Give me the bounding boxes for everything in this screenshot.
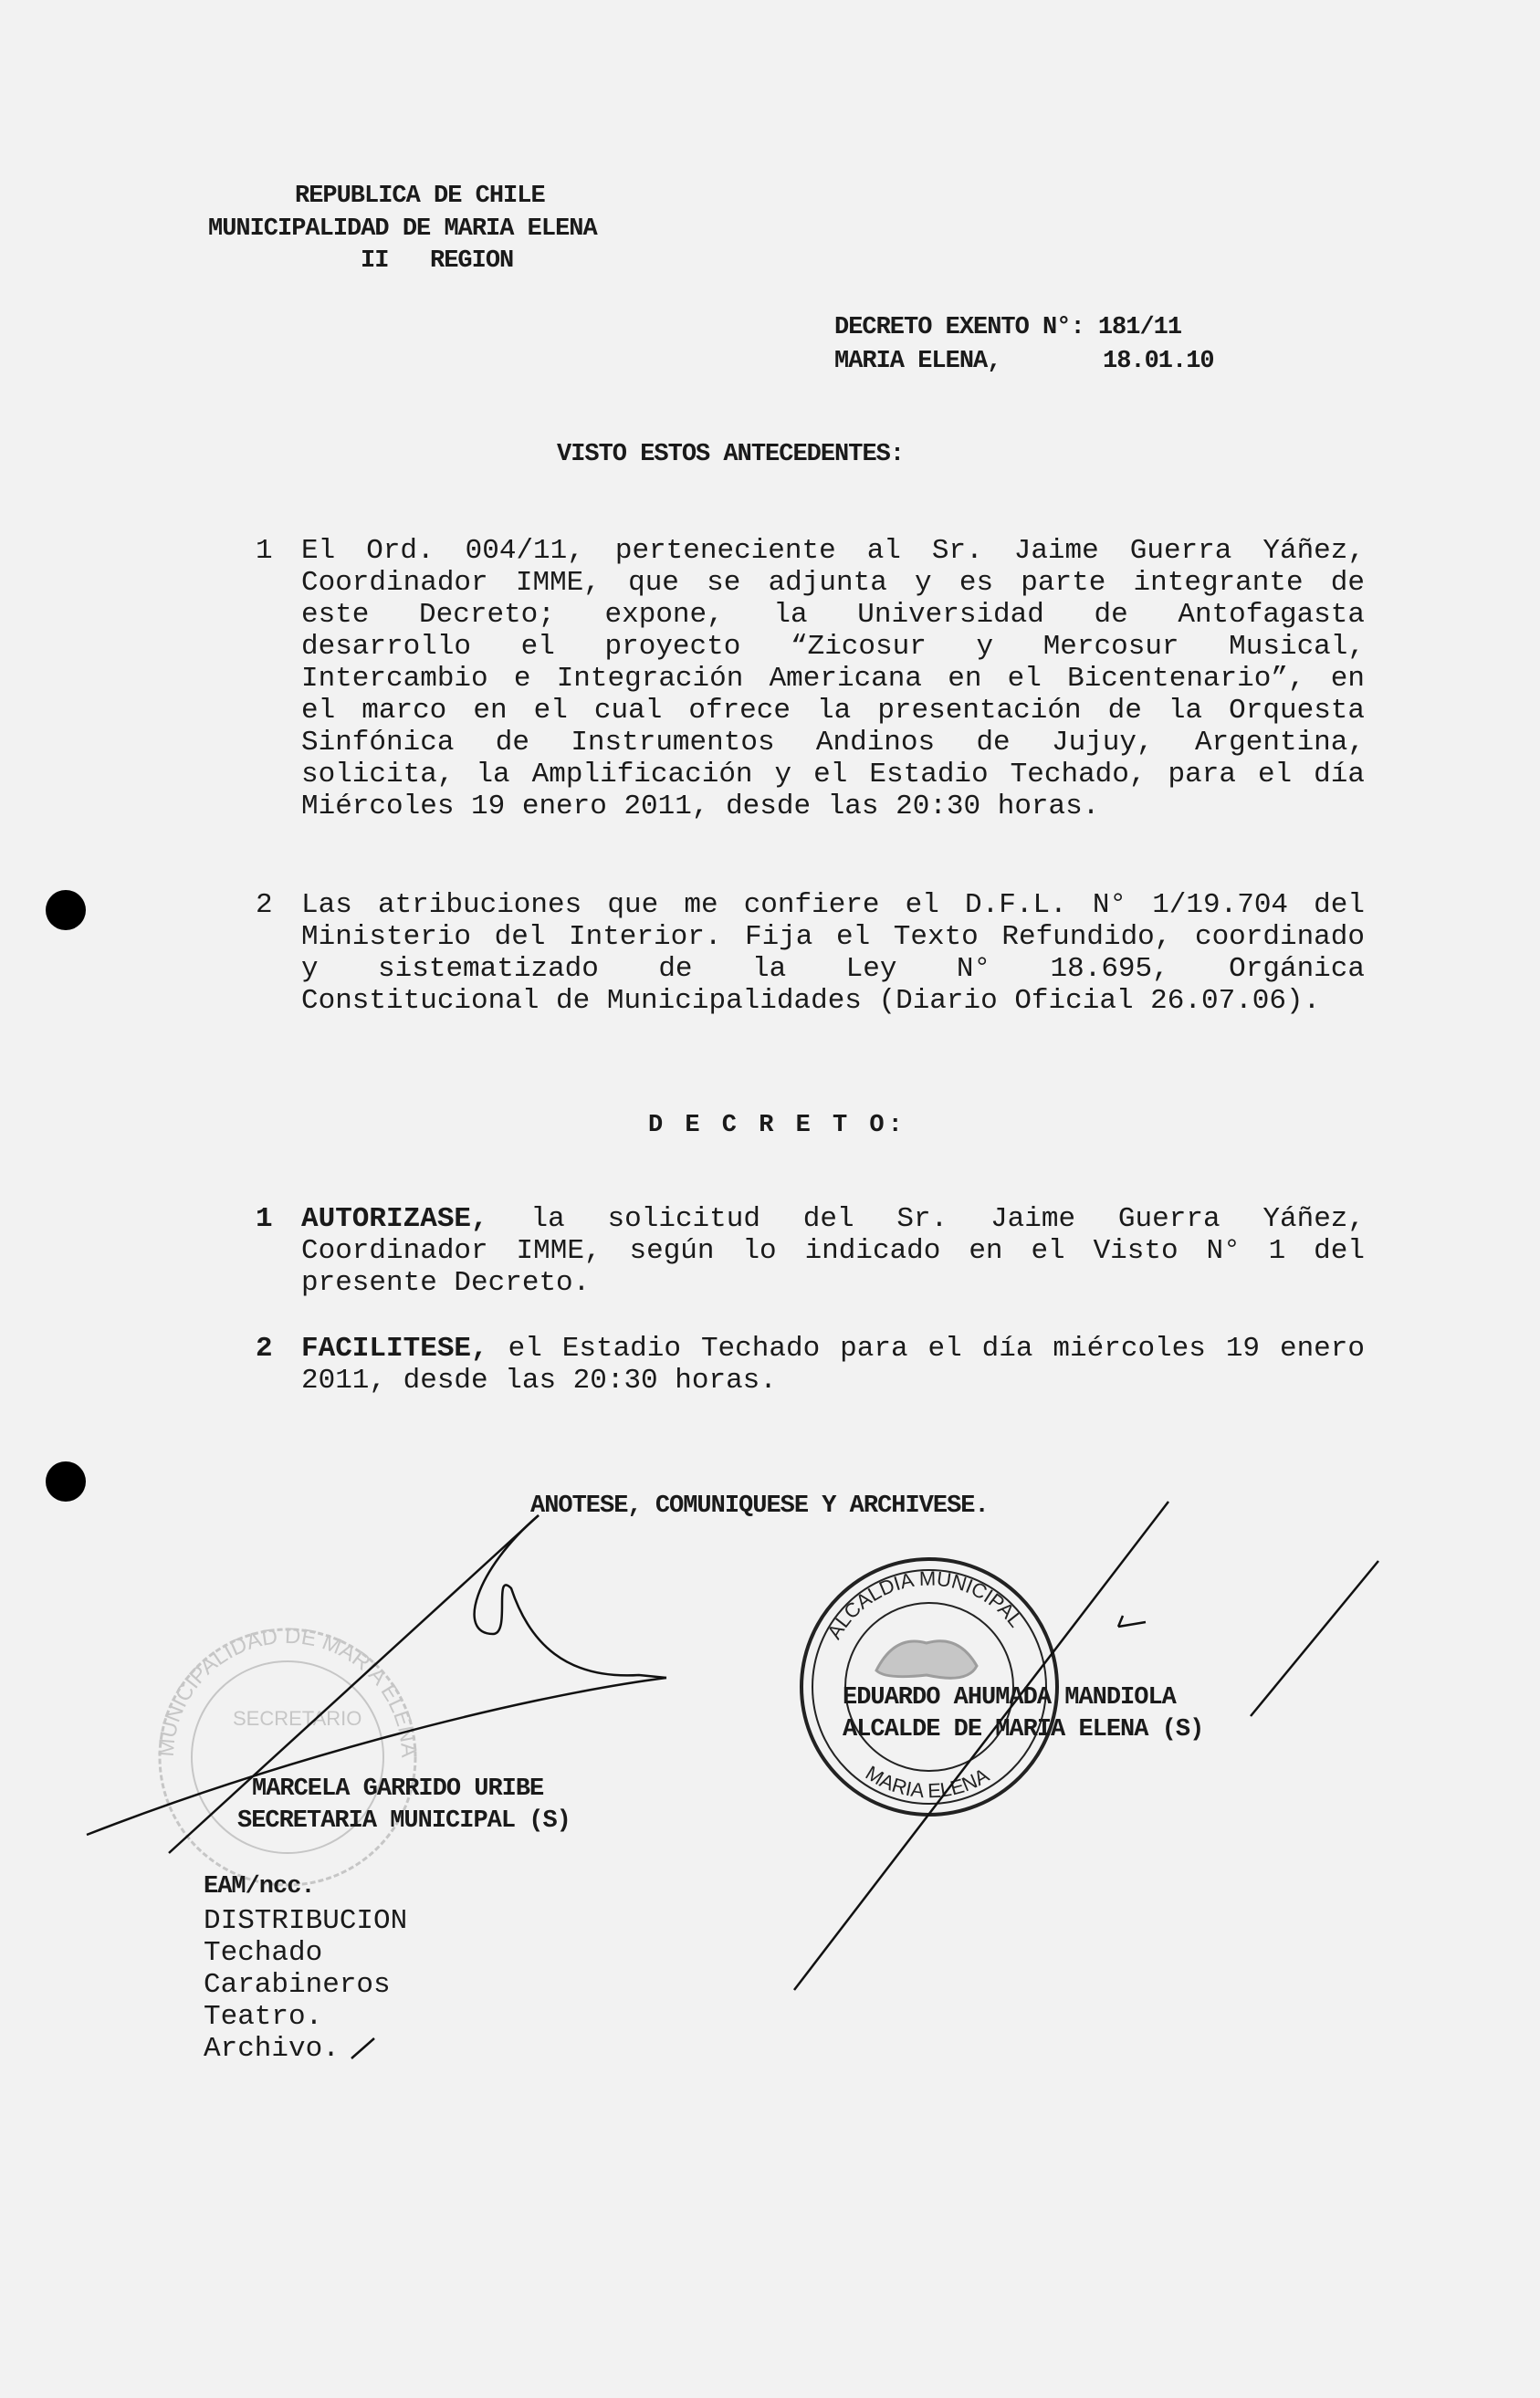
distribution-item: Archivo. (204, 2033, 340, 2065)
mayor-title: ALCALDE DE MARIA ELENA (S) (843, 1716, 1204, 1744)
paragraph-line: Coordinador IMME, que se adjunta y es parte integrante de (301, 567, 1365, 599)
secretary-title: SECRETARIA MUNICIPAL (S) (237, 1807, 571, 1835)
distribution-title: DISTRIBUCION (204, 1905, 408, 1937)
decreto-verb: AUTORIZASE, (301, 1203, 488, 1235)
municipal-seal (154, 1624, 422, 1885)
initials: EAM/ncc. (204, 1873, 315, 1901)
decreto-title: D E C R E T O: (648, 1112, 906, 1139)
paragraph-line: Ministerio del Interior. Fija el Texto Refundido, coordinado (301, 921, 1365, 953)
header-republic: REPUBLICA DE CHILE (295, 183, 545, 210)
municipal-seal-text: MUNICIPALIDAD DE MARIA ELENA (153, 1623, 422, 1759)
municipal-seal-inner-text: SECRETARIO (233, 1707, 362, 1730)
decree-number: DECRETO EXENTO N°: 181/11 (834, 314, 1182, 341)
closing-formula: ANOTESE, COMUNIQUESE Y ARCHIVESE. (530, 1492, 989, 1520)
distribution-item: Teatro. (204, 2001, 323, 2033)
visto-title: VISTO ESTOS ANTECEDENTES: (557, 441, 905, 468)
paragraph-line: Constitucional de Municipalidades (Diario Oficial 26.07.06). (301, 985, 1321, 1017)
mayor-name: EDUARDO AHUMADA MANDIOLA (843, 1684, 1176, 1712)
alcaldia-seal-top-text: ALCALDIA MUNICIPAL (822, 1566, 1028, 1643)
visto-item-2 (301, 889, 1365, 1017)
decreto-verb: FACILITESE, (301, 1333, 488, 1365)
visto-item-number: 1 (256, 535, 273, 567)
paragraph-line: desarrollo el proyecto “Zicosur y Mercosur Musical, (301, 631, 1365, 663)
decreto-text: la solicitud del Sr. Jaime Guerra Yáñez, (530, 1203, 1365, 1235)
decreto-line: Coordinador IMME, según lo indicado en el Visto N° 1 del (301, 1235, 1365, 1267)
decreto-text: el Estadio Techado para el día miércoles 19 enero (508, 1333, 1365, 1365)
decreto-item-number: 1 (256, 1203, 273, 1235)
paragraph-line: y sistematizado de la Ley N° 18.695, Orgánica (301, 953, 1365, 985)
decreto-line: 2011, desde las 20:30 horas. (301, 1365, 777, 1397)
paragraph-line: este Decreto; expone, la Universidad de Antofagasta (301, 599, 1365, 631)
visto-item-1 (301, 535, 1365, 822)
paragraph-line: Las atribuciones que me confiere el D.F.L. N° 1/19.704 del (301, 889, 1365, 921)
decreto-item-1 (301, 1203, 1365, 1299)
punch-hole (46, 1461, 86, 1502)
paragraph-line: Miércoles 19 enero 2011, desde las 20:30 horas. (301, 791, 1100, 822)
decree-date: 18.01.10 (1103, 348, 1214, 375)
paragraph-line: Sinfónica de Instrumentos Andinos de Jujuy, Argentina, (301, 727, 1365, 759)
paragraph-line: el marco en el cual ofrece la presentación de la Orquesta (301, 695, 1365, 727)
decreto-item-number: 2 (256, 1333, 273, 1365)
decreto-item-2 (301, 1333, 1365, 1397)
paragraph-line: solicita, la Amplificación y el Estadio Techado, para el día (301, 759, 1365, 791)
decreto-line: presente Decreto. (301, 1267, 591, 1299)
distribution-item: Carabineros (204, 1969, 391, 2001)
paragraph-line: El Ord. 004/11, perteneciente al Sr. Jaime Guerra Yáñez, (301, 535, 1365, 567)
distribution-item: Techado (204, 1937, 323, 1969)
paragraph-line: Intercambio e Integración Americana en el Bicentenario”, en (301, 663, 1365, 695)
punch-hole (46, 890, 86, 930)
visto-item-number: 2 (256, 889, 273, 921)
decree-place: MARIA ELENA, (834, 348, 1001, 375)
header-region: II REGION (361, 247, 514, 275)
alcaldia-seal-bottom-text: MARIA ELENA (861, 1761, 993, 1803)
header-municipality: MUNICIPALIDAD DE MARIA ELENA (208, 215, 597, 243)
secretary-name: MARCELA GARRIDO URIBE (252, 1775, 544, 1803)
